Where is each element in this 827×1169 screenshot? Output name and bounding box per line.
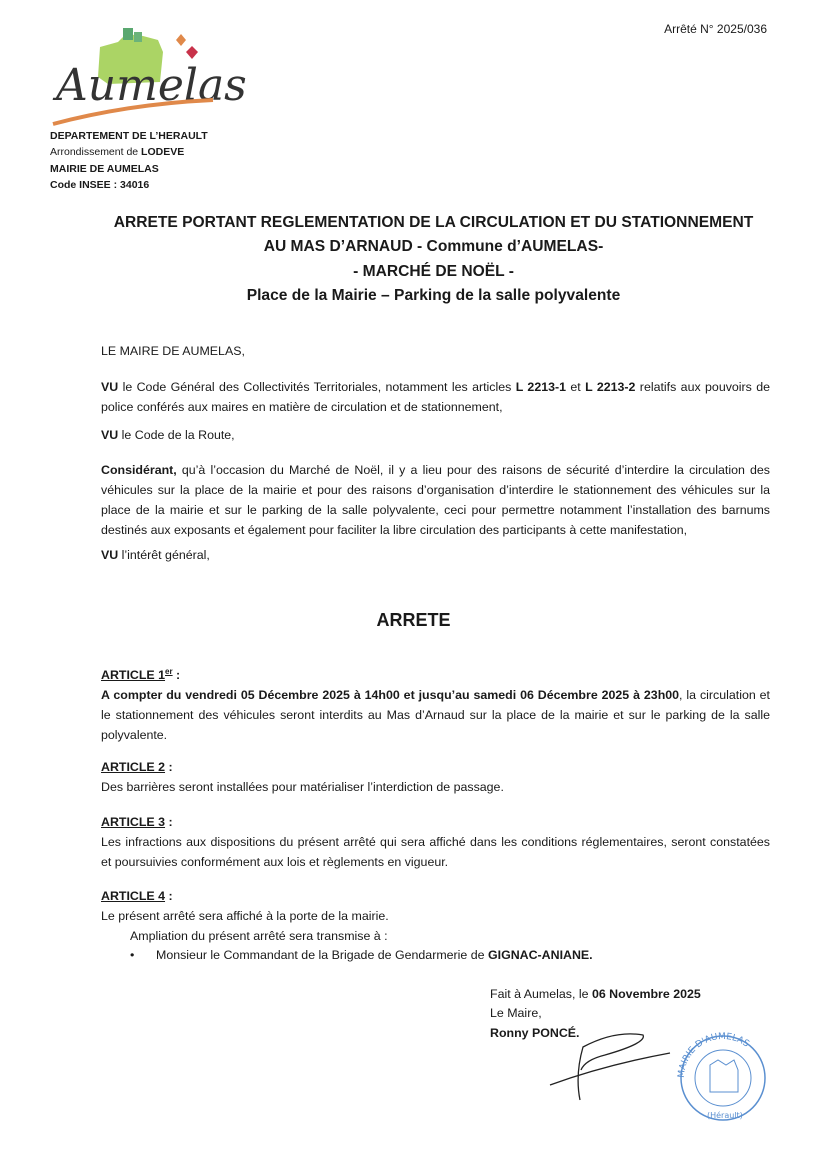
signer-role: Le Maire,	[490, 1006, 542, 1021]
article-dates: A compter du vendredi 05 Décembre 2025 à 14h00 et jusqu’au samedi 06 Décembre 2025 à 23h00	[101, 687, 680, 702]
document-title	[60, 211, 807, 308]
article-4	[101, 887, 770, 966]
recipient-text: Monsieur le Commandant de la Brigade de Gendarmerie de	[156, 948, 488, 963]
vu-interet-general	[101, 546, 770, 566]
preamble	[101, 342, 770, 566]
text: qu’à l’occasion du Marché de Noël, il y a lieu pour des raisons de sécurité d’interdire la circulation des véhicules sur la place de la mairie et pour des raisons d’organisation d’interdire le stationnement des véhicules sur la place de la mairie et sur le parking de la salle polyvalente, ceci pour permettre notamment l’installation des barnums destinés aux exposants et également pour faciliter la libre circulation des participants à cette manifestation,	[101, 463, 770, 537]
article-1	[101, 662, 770, 745]
article-ref: L 2213-1	[515, 379, 567, 394]
place-prefix: Fait à Aumelas, le	[490, 987, 592, 1001]
text: le Code de la Route,	[118, 428, 235, 443]
recipient-list-item	[101, 946, 770, 966]
arrondissement-name: LODEVE	[141, 146, 185, 159]
title-line-4: Place de la Mairie – Parking de la salle polyvalente	[246, 286, 621, 304]
text: l’intérêt général,	[118, 548, 210, 563]
article-text: , la circulation et le stationnement des véhicules seront interdits au Mas d’Arnaud sur la place de la mairie et sur le parking de la salle polyvalente.	[101, 687, 770, 742]
article-ref: L 2213-2	[585, 379, 636, 394]
signature-date: 06 Novembre 2025	[591, 987, 701, 1001]
bullet-icon: •	[130, 948, 135, 963]
article-text: Le présent arrêté sera affiché à la porte de la mairie.	[101, 908, 389, 923]
article-2	[101, 758, 770, 798]
mairie-stamp	[672, 1030, 774, 1125]
vu-label: VU	[101, 379, 119, 394]
article-title: ARTICLE 3	[101, 815, 166, 829]
recipient-place: GIGNAC-ANIANE.	[487, 948, 593, 963]
mairie: MAIRIE DE AUMELAS	[50, 162, 159, 175]
insee-code: Code INSEE : 34016	[50, 178, 150, 191]
colon: :	[172, 668, 181, 683]
title-line-1: ARRETE PORTANT REGLEMENTATION DE LA CIRCULATION ET DU STATIONNEMENT	[113, 214, 754, 231]
maire-heading: LE MAIRE DE AUMELAS,	[101, 344, 245, 358]
aumelas-logo	[48, 22, 247, 130]
signer-name: Ronny PONCÉ.	[490, 1025, 580, 1040]
svg-text:(Hérault): (Hérault)	[707, 1111, 743, 1120]
arrondissement	[50, 144, 208, 160]
article-text: Des barrières seront installées pour matérialiser l’interdiction de passage.	[101, 779, 504, 794]
text: et	[566, 379, 586, 394]
article-title: ARTICLE 4	[101, 889, 166, 903]
article-sup: er	[165, 667, 173, 676]
department: DEPARTEMENT DE L’HERAULT	[50, 130, 208, 142]
considerant	[101, 461, 770, 540]
vu-code-route	[101, 426, 770, 446]
issuer-block	[50, 128, 208, 193]
vu-label: VU	[101, 428, 119, 443]
colon: :	[165, 815, 173, 829]
colon: :	[165, 889, 173, 903]
text: relatifs aux pouvoirs de police conférés aux maires en matière de circulation et de stationnement,	[101, 379, 771, 414]
arrete-heading: ARRETE	[376, 610, 451, 630]
vu-cgct	[101, 378, 770, 418]
text: le Code Général des Collectivités Territoriales, notamment les articles	[118, 379, 516, 394]
vu-label: VU	[101, 548, 119, 563]
considerant-label: Considérant,	[101, 463, 177, 478]
svg-text:Aumelas: Aumelas	[56, 60, 247, 111]
colon: :	[165, 760, 173, 774]
title-line-2: AU MAS D’ARNAUD - Commune d’AUMELAS-	[263, 238, 604, 256]
ampliation-text: Ampliation du présent arrêté sera transmise à :	[130, 928, 388, 943]
article-text: Les infractions aux dispositions du présent arrêté qui sera affiché dans les conditions réglementaires, seront constatées et poursuivies conformément aux lois et règlements en vigueur.	[101, 834, 770, 869]
svg-text:MAIRIE D'AUMELAS: MAIRIE D'AUMELAS	[676, 1031, 751, 1079]
title-line-3: - MARCHÉ DE NOËL -	[353, 262, 514, 280]
article-title: ARTICLE 2	[101, 760, 166, 774]
handwritten-signature	[545, 1025, 675, 1108]
article-title: ARTICLE 1	[101, 668, 166, 683]
arrondissement-prefix: Arrondissement de	[50, 146, 142, 159]
article-3	[101, 813, 770, 872]
decree-reference: Arrêté N° 2025/036	[664, 22, 767, 36]
